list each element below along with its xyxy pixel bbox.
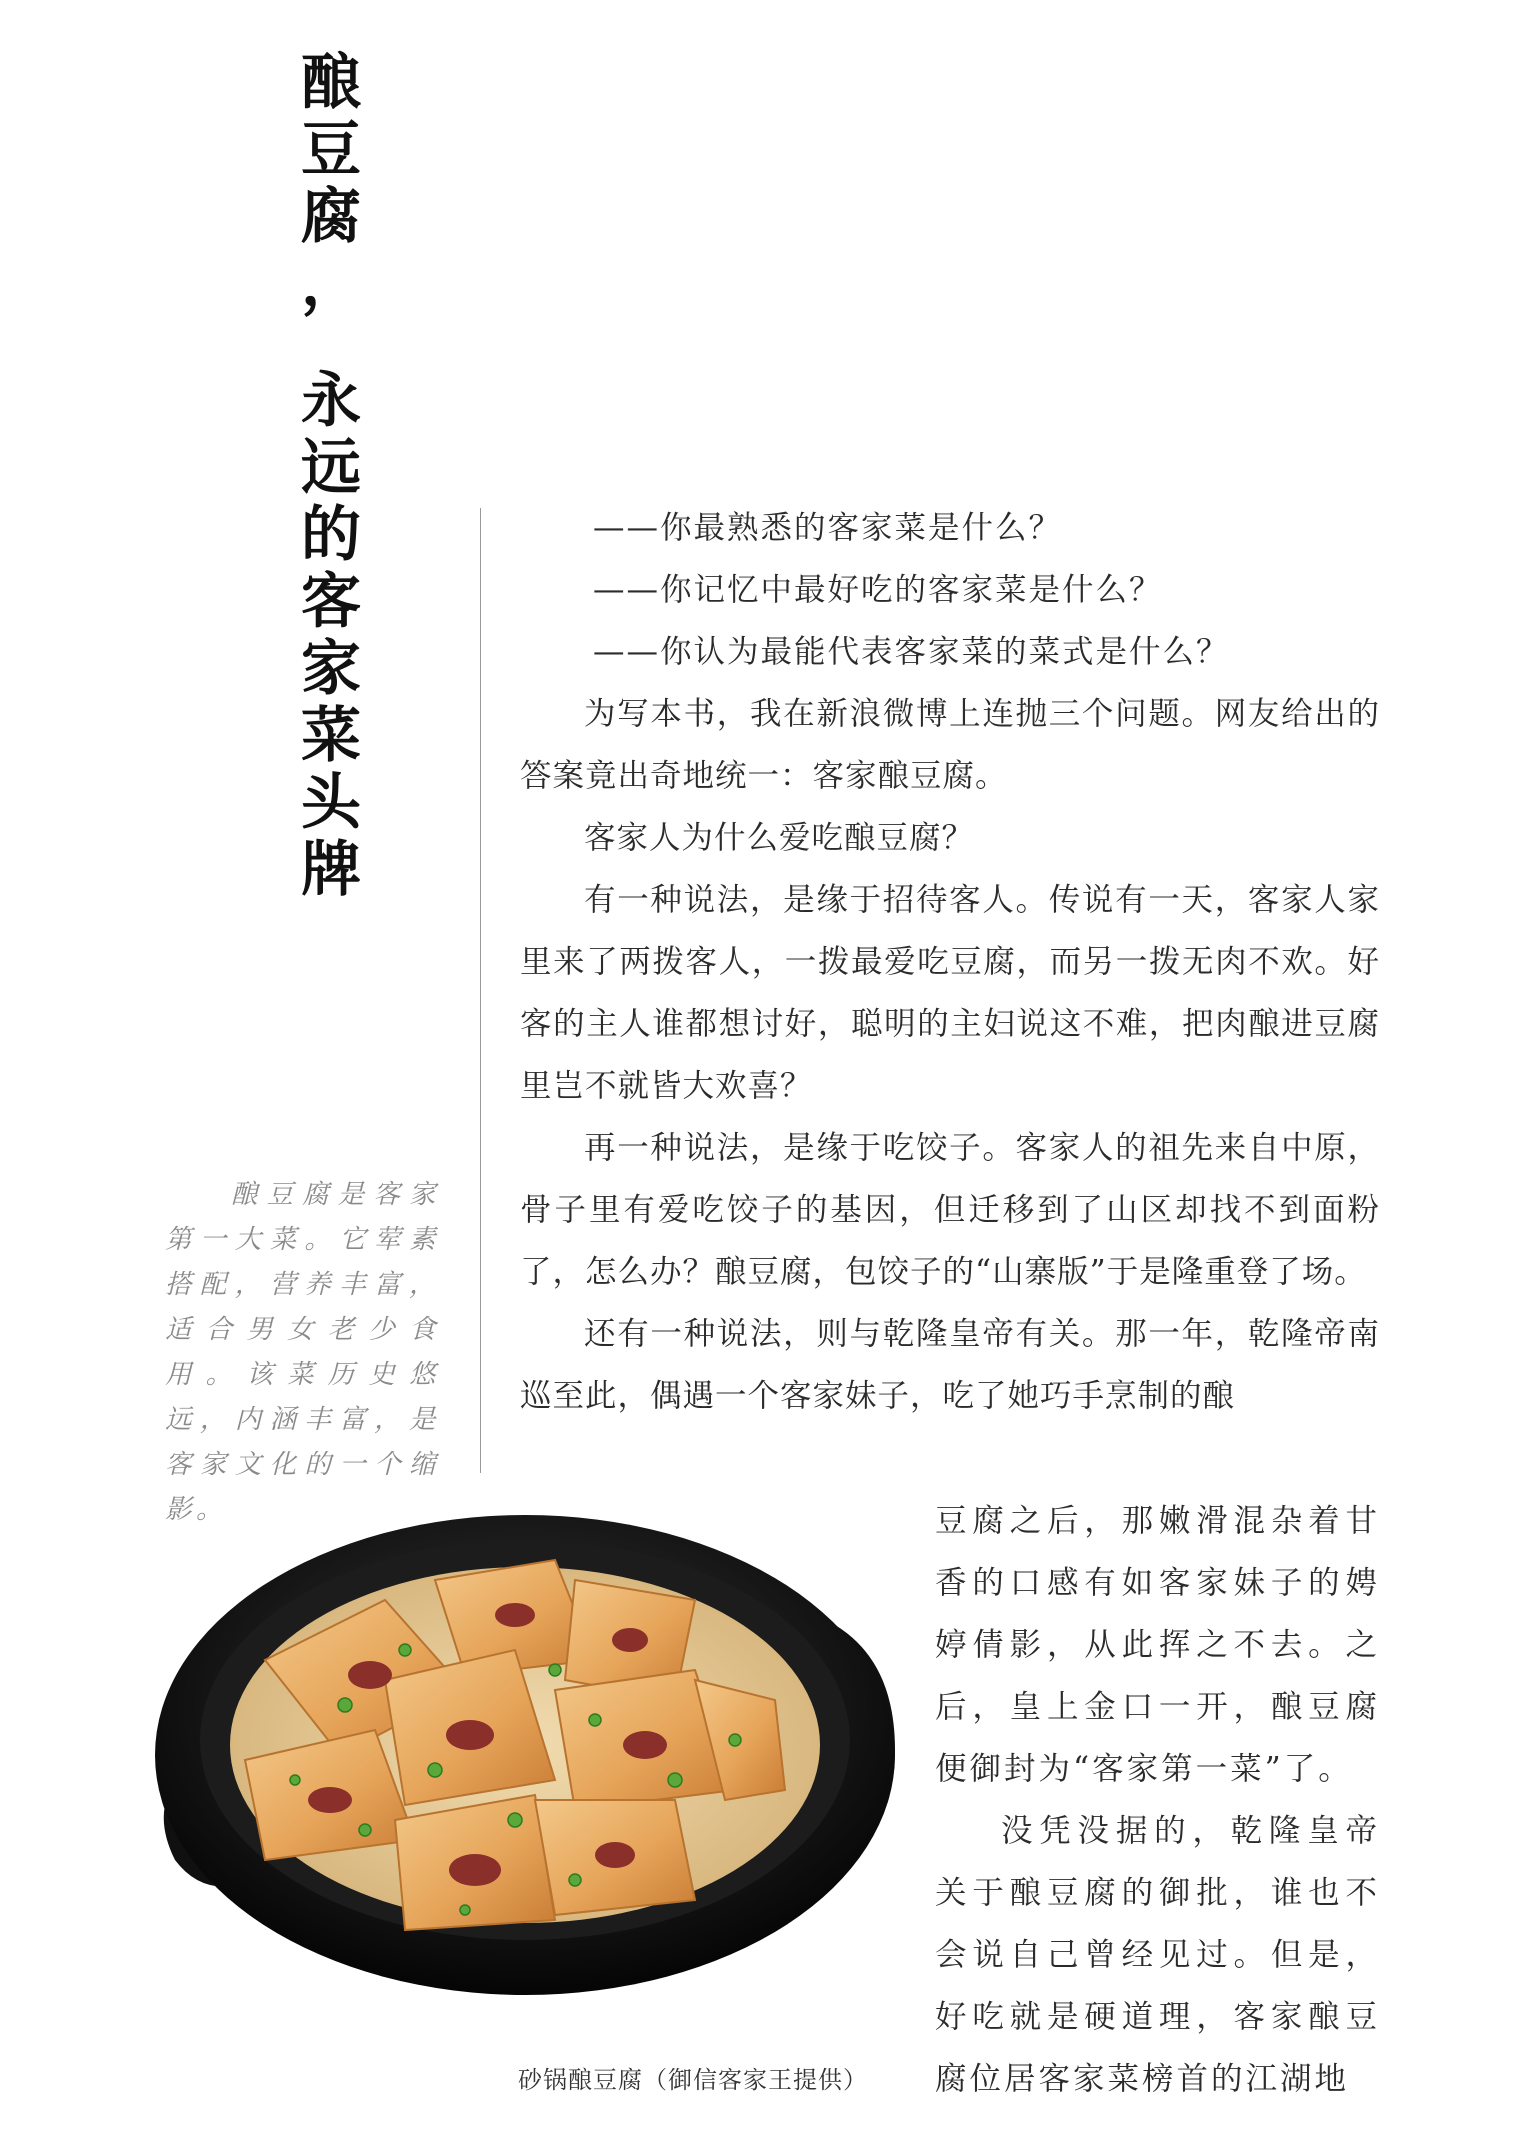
title-char: 豆 bbox=[301, 115, 361, 185]
main-text bbox=[520, 497, 1380, 1427]
divider-rule bbox=[480, 508, 481, 1473]
question-line: ——你认为最能代表客家菜的菜式是什么？ bbox=[593, 634, 1230, 670]
body-paragraph: 豆腐之后，那嫩滑混杂着甘香的口感有如客家妹子的娉婷倩影，从此挥之不去。之后，皇上金口一开，酿豆腐便御封为“客家第一菜”了。 bbox=[935, 1503, 1380, 1787]
side-note bbox=[165, 1172, 440, 1532]
body-paragraph: 没凭没据的，乾隆皇帝关于酿豆腐的御批，谁也不会说自己曾经见过。但是，好吃就是硬道理，客家酿豆腐位居客家菜榜首的江湖地 bbox=[935, 1813, 1380, 2097]
question-line: ——你记忆中最好吃的客家菜是什么？ bbox=[593, 572, 1163, 608]
title-char: ， bbox=[301, 249, 361, 319]
claypot-tofu-photo bbox=[135, 1500, 915, 2000]
title-char: 酿 bbox=[301, 48, 361, 118]
body-paragraph: 还有一种说法，则与乾隆皇帝有关。那一年，乾隆帝南巡至此，偶遇一个客家妹子，吃了她巧手烹制的酿 bbox=[520, 1316, 1380, 1414]
title-char: 头 bbox=[301, 768, 361, 838]
title-char: 远 bbox=[301, 433, 361, 503]
title-char: 客 bbox=[301, 567, 361, 637]
title-char: 牌 bbox=[301, 835, 361, 905]
photo-caption: 砂锅酿豆腐（御信客家王提供） bbox=[518, 2066, 868, 2094]
side-column-text bbox=[935, 1490, 1380, 2110]
title-char: 家 bbox=[301, 634, 361, 704]
body-paragraph: 客家人为什么爱吃酿豆腐？ bbox=[584, 820, 975, 856]
body-paragraph: 有一种说法，是缘于招待客人。传说有一天，客家人家里来了两拨客人，一拨最爱吃豆腐，而另一拨无肉不欢。好客的主人谁都想讨好，聪明的主妇说这不难，把肉酿进豆腐里岂不就皆大欢喜？ bbox=[520, 882, 1380, 1104]
body-paragraph: 再一种说法，是缘于吃饺子。客家人的祖先来自中原，骨子里有爱吃饺子的基因，但迁移到了山区却找不到面粉了，怎么办？酿豆腐，包饺子的“山寨版”于是隆重登了场。 bbox=[520, 1130, 1380, 1290]
side-note-text: 酿豆腐是客家第一大菜。它荤素搭配，营养丰富，适合男女老少食用。该菜历史悠远，内涵丰富，是客家文化的一个缩影。 bbox=[165, 1179, 440, 1525]
title-gap bbox=[293, 318, 369, 368]
question-line: ——你最熟悉的客家菜是什么？ bbox=[593, 510, 1063, 546]
title-char: 菜 bbox=[301, 701, 361, 771]
title-char: 的 bbox=[301, 500, 361, 570]
title-char: 腐 bbox=[301, 182, 361, 252]
title-char: 永 bbox=[301, 366, 361, 436]
body-paragraph: 为写本书，我在新浪微博上连抛三个问题。网友给出的答案竟出奇地统一：客家酿豆腐。 bbox=[520, 696, 1380, 794]
chapter-title bbox=[293, 50, 369, 904]
